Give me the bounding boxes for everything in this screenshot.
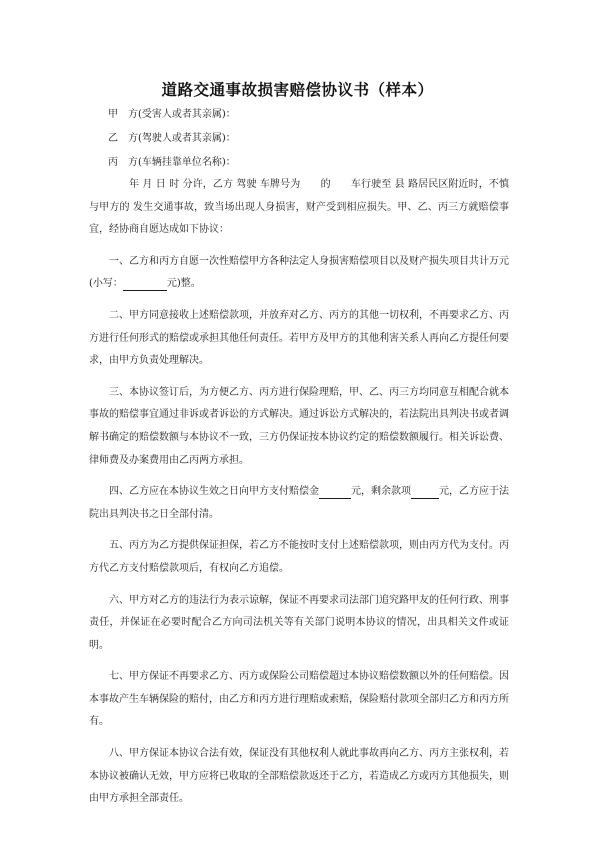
clause-1-suffix: 元)整。 (166, 278, 201, 290)
document-title: 道路交通事故损害赔偿协议书（样本） (161, 81, 434, 99)
clause-5: 五、丙方为乙方提供保证担保，若乙方不能按时支付上述赔偿款项，则由丙方代为支付。丙方代乙方支付赔偿款项后，有权向乙方追偿。 (89, 540, 509, 574)
party-a-line: 甲 方(受害人或者其亲属)： (108, 109, 236, 120)
clause-4 (89, 481, 509, 526)
agreement-body (89, 174, 509, 820)
clause-2: 二、甲方同意接收上述赔偿款项，并放弃对乙方、丙方的其他一切权利，不再要求乙方、丙方进行任何形式的赔偿或承担其他任何责任。若甲方及甲方的其他利害关系人再向乙方提任何要求，由甲方负责处理解决。 (89, 309, 509, 367)
clause-4-suffix: 元，乙方应于法院出具判决书之日全部付清。 (89, 486, 509, 520)
clause-4-text: 四、乙方应在本协议生效之日向甲方支付赔偿金 (109, 486, 319, 498)
clause-1-text: 一、乙方和丙方自愿一次性赔偿甲方各种法定人身损害赔偿项目以及财产损失项目共计万元(小写： (89, 255, 509, 290)
clause-6: 六、甲方对乙方的违法行为表示谅解，保证不再要求司法部门追究路甲友的任何行政、刑事责任，并保证在必要时配合乙方向司法机关等有关部门说明本协议的情况，出具相关文件或证明。 (89, 594, 509, 651)
amount-blank (123, 278, 167, 291)
party-b-line: 乙 方(驾驶人或者其亲属)： (108, 133, 236, 144)
intro-paragraph: 年 月 日 时 分许，乙方 驾驶 车牌号为 的 车行驶至 县 路居民区附近时，不慎与甲方的 发生交通事故，致当场出现人身损害，财产受到相应损失。甲、乙、丙三方就赔偿事宜，经协商自愿达成如下协议： (89, 179, 509, 236)
payment-blank (319, 486, 351, 499)
clause-3: 三、本协议签订后，为方便乙方、丙方进行保险理赔，甲、乙、丙三方均同意互相配合就本事故的赔偿事宜通过非诉或者诉讼的方式解决。通过诉讼方式解决的，若法院出具判决书或者调解书确定的赔偿数额与本协议不一致，三方仍保证按本协议约定的赔偿数额履行。相关诉讼费、律师费及办案费用由乙丙两方承担。 (89, 386, 509, 466)
clause-8: 八、甲方保证本协议合法有效，保证没有其他权利人就此事故再向乙方、丙方主张权利，若本协议被确认无效，甲方应将已收取的全部赔偿款返还于乙方，若造成乙方或丙方其他损失，则由甲方承担全部责任。 (89, 748, 509, 805)
clause-1 (89, 251, 509, 296)
clause-7: 七、甲方保证不再要求乙方、丙方或保险公司赔偿超过本协议赔偿数额以外的任何赔偿。因本事故产生车辆保险的赔付，由乙方和丙方进行理赔或索赔，保险赔付款项全部归乙方和丙方所有。 (89, 671, 509, 728)
remaining-blank (411, 486, 439, 499)
clause-4-middle: 元，剩余款项 (351, 486, 411, 498)
party-c-line: 丙 方(车辆挂靠单位名称)： (108, 157, 236, 168)
